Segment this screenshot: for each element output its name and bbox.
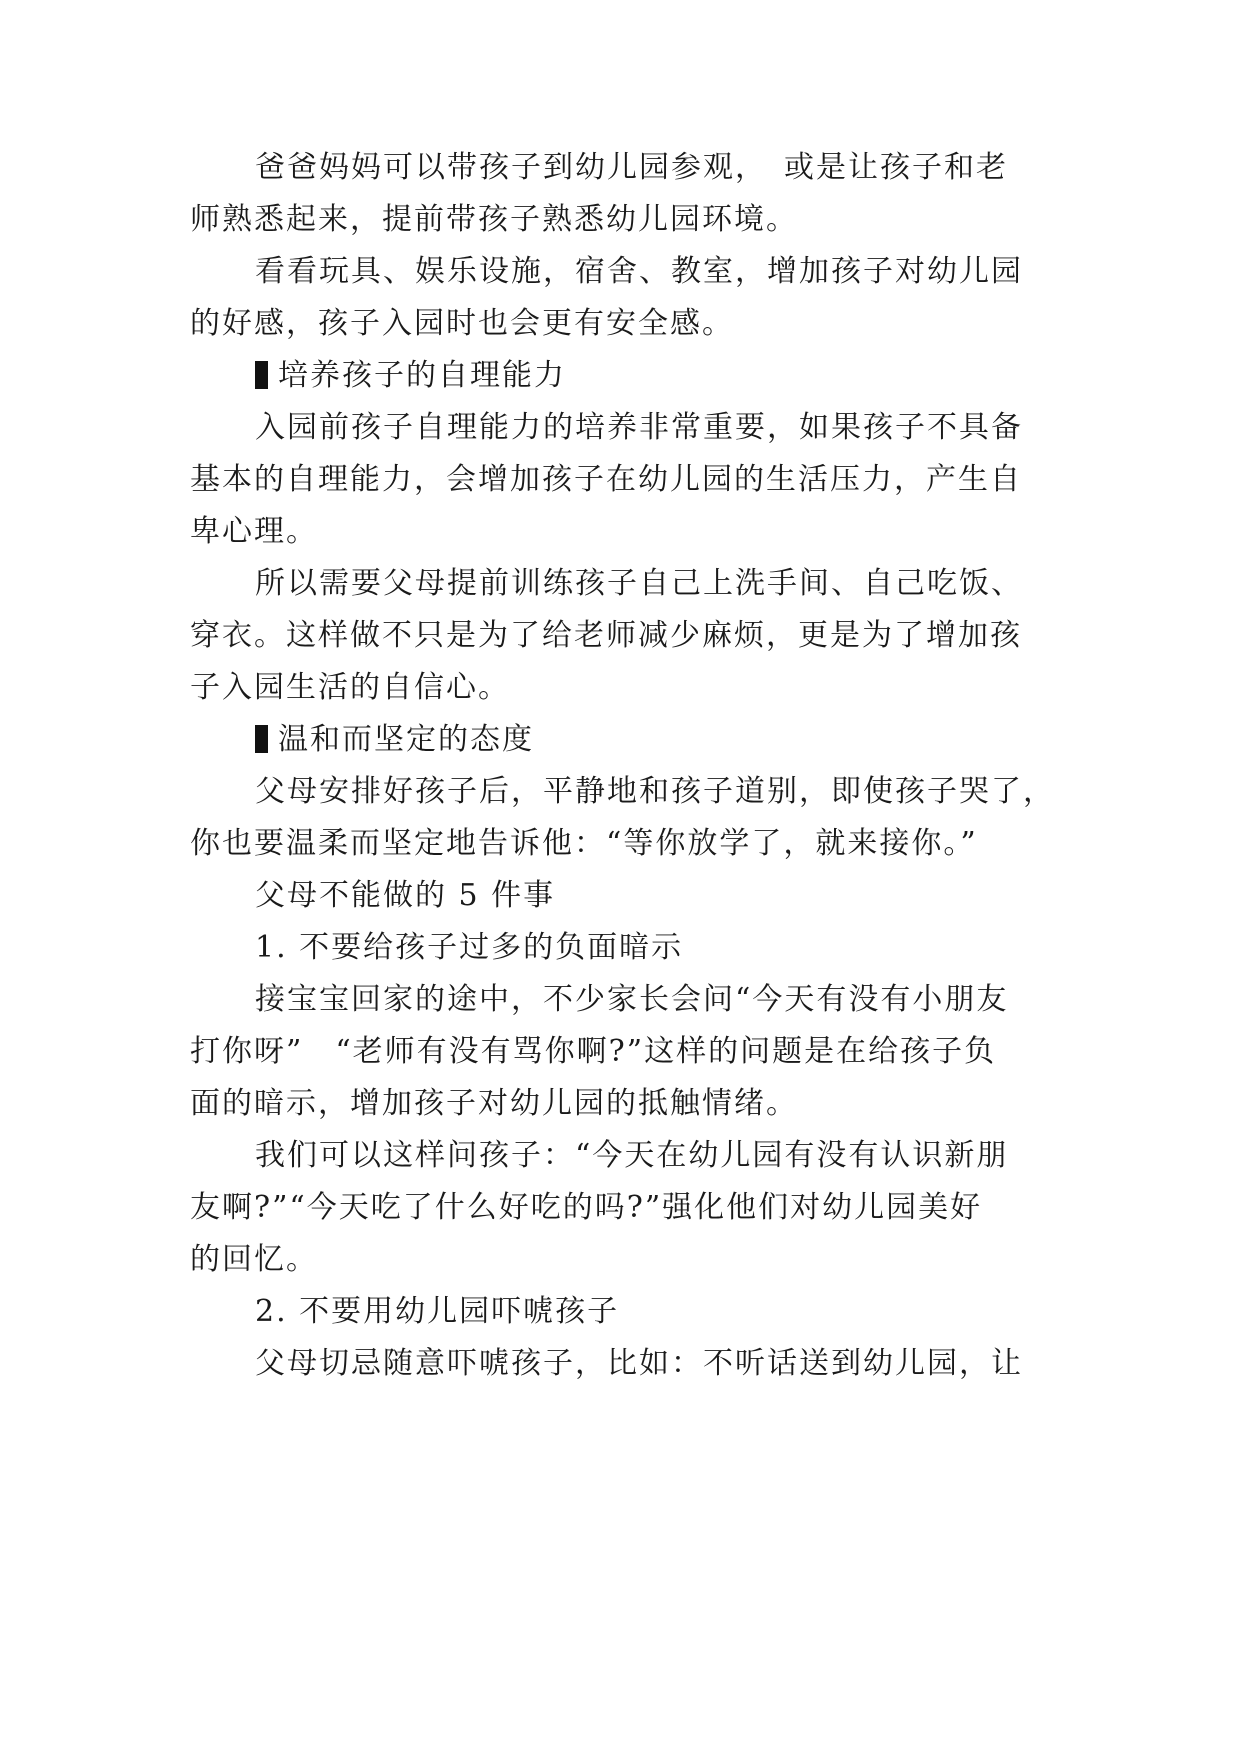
paragraph-line: 卑心理。: [190, 514, 318, 549]
section-heading: [255, 720, 1155, 760]
section-heading-text: 温和而坚定的态度: [278, 722, 534, 757]
heading-bullet-icon: [255, 361, 268, 389]
paragraph-line: 看看玩具、娱乐设施，宿舍、教室，增加孩子对幼儿园: [255, 254, 1023, 289]
paragraph-line: 爸爸妈妈可以带孩子到幼儿园参观， 或是让孩子和老: [255, 150, 1008, 185]
paragraph-line: 父母切忌随意吓唬孩子，比如：不听话送到幼儿园，让: [255, 1346, 1023, 1381]
paragraph-line: 子入园生活的自信心。: [190, 670, 510, 705]
paragraph-line: 打你呀” “老师有没有骂你啊?”这样的问题是在给孩子负: [190, 1034, 997, 1069]
paragraph-line: 入园前孩子自理能力的培养非常重要，如果孩子不具备: [255, 410, 1023, 445]
paragraph-line: 父母不能做的 5 件事: [255, 878, 556, 913]
paragraph-line: 的回忆。: [190, 1242, 318, 1277]
paragraph-line: 父母安排好孩子后，平静地和孩子道别，即使孩子哭了，: [255, 774, 1055, 809]
paragraph-line: 接宝宝回家的途中，不少家长会问“今天有没有小朋友: [255, 982, 1009, 1017]
paragraph-line: 的好感，孩子入园时也会更有安全感。: [190, 306, 734, 341]
paragraph-line: 你也要温柔而坚定地告诉他：“等你放学了，就来接你。”: [190, 826, 978, 861]
paragraph-line: 面的暗示，增加孩子对幼儿园的抵触情绪。: [190, 1086, 798, 1121]
paragraph-line: 所以需要父母提前训练孩子自己上洗手间、自己吃饭、: [255, 566, 1023, 601]
section-heading: [255, 356, 1155, 396]
section-heading-text: 培养孩子的自理能力: [278, 358, 566, 393]
paragraph-line: 基本的自理能力，会增加孩子在幼儿园的生活压力，产生自: [190, 462, 1022, 497]
paragraph-line: 师熟悉起来，提前带孩子熟悉幼儿园环境。: [190, 202, 798, 237]
paragraph-line: 友啊?”“今天吃了什么好吃的吗?”强化他们对幼儿园美好: [190, 1190, 983, 1225]
paragraph-line: 我们可以这样问孩子：“今天在幼儿园有没有认识新朋: [255, 1138, 1009, 1173]
heading-bullet-icon: [255, 725, 268, 753]
list-item-heading: 2. 不要用幼儿园吓唬孩子: [255, 1294, 620, 1329]
paragraph-line: 穿衣。这样做不只是为了给老师减少麻烦，更是为了增加孩: [190, 618, 1022, 653]
list-item-heading: 1. 不要给孩子过多的负面暗示: [255, 930, 684, 965]
